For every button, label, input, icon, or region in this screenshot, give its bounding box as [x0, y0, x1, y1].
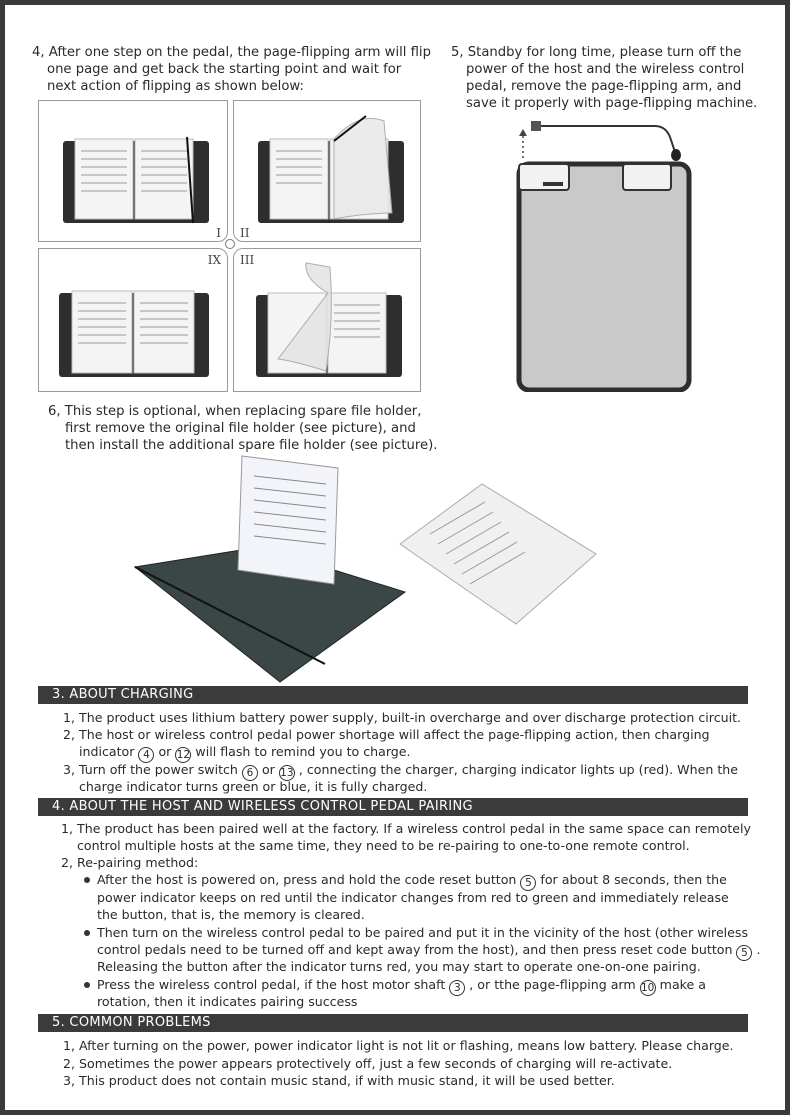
pairing-bullet-3b: rotation, then it indicates pairing success: [97, 994, 358, 1009]
ref-number-10: 10: [640, 982, 655, 994]
book-flipping-illustration: [234, 101, 420, 241]
ref-number-5: 5: [520, 875, 536, 891]
section-header-pairing: 4. ABOUT THE HOST AND WIRELESS CONTROL PEDAL PAIRING: [38, 798, 748, 816]
bullet-icon: [84, 877, 90, 883]
pairing-bullet-3a: Press the wireless control pedal, if the host motor shaft 3 , or tthe page-flipping arm 10 make a: [97, 977, 706, 994]
ref-number-13: 13: [280, 767, 294, 779]
step5-line3: pedal, remove the page-flipping arm, and: [466, 79, 742, 94]
ref-number-4: 4: [138, 747, 154, 763]
charging-item-3b: charge indicator turns green or blue, it is fully charged.: [79, 779, 428, 794]
panel-label-1: I: [216, 226, 221, 240]
section-header-problems: 5. COMMON PROBLEMS: [38, 1014, 748, 1032]
problems-item-2: 2, Sometimes the power appears protectively off, just a few seconds of charging will re-activate.: [63, 1056, 673, 1071]
step6-line1: 6, This step is optional, when replacing spare file holder,: [48, 404, 422, 419]
flip-panel-4: [233, 248, 421, 392]
charging-item-1: 1, The product uses lithium battery power supply, built-in overcharge and over discharge protection circuit.: [63, 710, 742, 725]
flip-panel-2: [233, 100, 421, 242]
panel-label-3: IX: [207, 253, 221, 267]
step5-line1: 5, Standby for long time, please turn off the: [451, 45, 742, 60]
charging-item-2a: 2, The host or wireless control pedal power shortage will affect the page-flipping action, then charging: [63, 727, 710, 742]
bullet-icon: [84, 982, 90, 988]
problems-item-1: 1, After turning on the power, power indicator light is not lit or flashing, means low battery. Please charge.: [63, 1038, 734, 1053]
pairing-item-1a: 1, The product has been paired well at the factory. If a wireless control pedal in the same space can remotely: [61, 821, 752, 836]
flip-panel-1: [38, 100, 228, 242]
ref-number-5: 5: [736, 945, 752, 961]
step5-line4: save it properly with page-flipping machine.: [466, 96, 758, 111]
ref-number-6: 6: [242, 765, 258, 781]
section-header-charging: 3. ABOUT CHARGING: [38, 686, 748, 704]
step5-line2: power of the host and the wireless control: [466, 62, 745, 77]
ref-number-12: 12: [176, 749, 191, 761]
step4-line3: next action of flipping as shown below:: [47, 79, 304, 94]
book-flipping-illustration: [234, 249, 420, 391]
step4-line1: 4, After one step on the pedal, the page-flipping arm will flip: [32, 45, 431, 60]
pairing-item-1b: control multiple hosts at the same time, they need to be re-pairing to one-to-one remote control.: [77, 838, 690, 853]
book-open-illustration: [39, 101, 227, 241]
step6-line3: then install the additional spare file holder (see picture).: [65, 438, 438, 453]
host-device-illustration: [505, 118, 705, 392]
step6-line2: first remove the original file holder (see picture), and: [65, 421, 416, 436]
pairing-bullet-2a: Then turn on the wireless control pedal to be paired and put it in the vicinity of the host (other wireless: [97, 925, 749, 940]
pairing-bullet-1a: After the host is powered on, press and hold the code reset button 5 for about 8 seconds, then the: [97, 872, 727, 889]
pairing-item-2: 2, Re-pairing method:: [61, 855, 199, 870]
file-holder-illustration: [130, 452, 610, 684]
flip-panel-3: [38, 248, 228, 392]
panel-center-marker: [225, 239, 235, 249]
pairing-bullet-2c: Releasing the button after the indicator turns red, you may start to operate one-on-one pairing.: [97, 959, 701, 974]
pairing-bullet-1c: the button, that is, the memory is cleared.: [97, 907, 365, 922]
panel-label-2: II: [240, 226, 250, 240]
step4-line2: one page and get back the starting point and wait for: [47, 62, 402, 77]
pairing-bullet-1b: power indicator keeps on red until the indicator changes from red to green and immediately release: [97, 890, 729, 905]
pairing-bullet-2b: control pedals need to be turned off and kept away from the host), and then press reset code button 5 .: [97, 942, 761, 959]
book-open-illustration: [39, 249, 227, 391]
bullet-icon: [84, 930, 90, 936]
charging-item-3a: 3, Turn off the power switch 6 or 13 , connecting the charger, charging indicator lights up (red). When the: [63, 762, 738, 779]
charging-item-2b: indicator 4 or 12 will flash to remind you to charge.: [79, 744, 411, 761]
problems-item-3: 3, This product does not contain music stand, if with music stand, it will be used better.: [63, 1073, 615, 1088]
panel-label-4: III: [240, 253, 255, 267]
ref-number-3: 3: [449, 980, 465, 996]
